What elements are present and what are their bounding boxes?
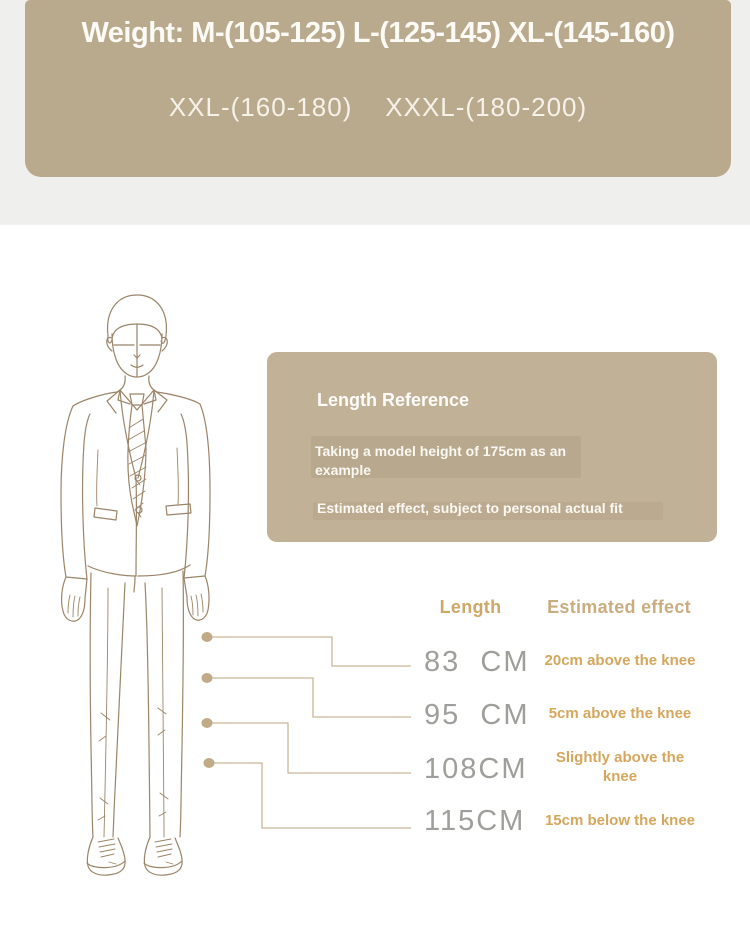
length-reference-card: [267, 352, 717, 542]
figure-right-arm: [181, 404, 210, 578]
effect-value: 15cm below the knee: [544, 812, 696, 829]
effect-value: 5cm above the knee: [548, 705, 692, 722]
figure-tie-knot: [130, 394, 144, 405]
callout-line-83: [212, 637, 411, 666]
figure-jacket-hem: [88, 565, 190, 576]
column-header-length: Length: [439, 597, 502, 617]
effect-value: Slightly above the knee: [555, 749, 685, 785]
weight-banner-line1: Weight: M-(105-125) L-(125-145) XL-(145-160): [81, 17, 675, 49]
effect-value: 20cm above the knee: [544, 652, 696, 669]
fit-disclaimer-note: Estimated effect, subject to personal actual fit: [317, 500, 623, 516]
figure-left-leg-inner: [113, 583, 125, 837]
column-header-estimated-effect: Estimated effect: [547, 597, 691, 617]
figure-left-leg-outer: [90, 573, 93, 837]
callout-line-108: [212, 723, 411, 773]
length-value: 108CM: [424, 753, 528, 785]
figure-left-arm: [61, 406, 90, 579]
length-value: 83 CM: [424, 646, 530, 678]
callout-line-95: [212, 678, 411, 717]
figure-collar: [118, 390, 156, 410]
man-in-suit-illustration: [50, 288, 240, 888]
weight-banner-line2: XXL-(160-180) XXXL-(180-200): [168, 92, 588, 122]
figure-right-leg-outer: [180, 571, 183, 837]
length-value: 115CM: [424, 805, 526, 837]
weight-banner: [25, 0, 731, 177]
figure-pocket-left: [94, 508, 117, 520]
figure-pocket-right: [166, 504, 191, 515]
model-height-note: Taking a model height of 175cm as an example: [315, 443, 567, 478]
figure-right-leg-inner: [145, 583, 150, 837]
callout-line-115: [214, 763, 411, 828]
length-reference-title: Length Reference: [317, 390, 470, 410]
length-value: 95 CM: [424, 699, 530, 731]
figure-trouser-creases: [104, 588, 164, 837]
